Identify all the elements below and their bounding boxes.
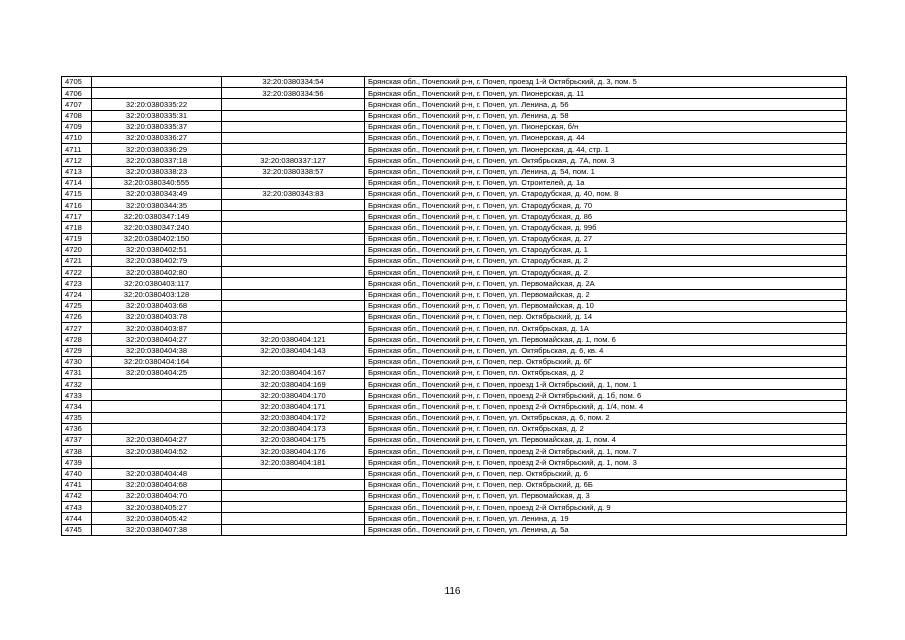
address-cell: Брянская обл., Почепский р-н, г. Почеп, ул. Первомайская, д. 1, пом. 4 (365, 435, 847, 446)
row-number: 4708 (62, 110, 92, 121)
row-number: 4709 (62, 121, 92, 132)
row-number: 4720 (62, 244, 92, 255)
address-cell: Брянская обл., Почепский р-н, г. Почеп, ул. Ленина, д. 5а (365, 524, 847, 535)
address-cell: Брянская обл., Почепский р-н, г. Почеп, ул. Строителей, д. 1а (365, 177, 847, 188)
row-number: 4705 (62, 77, 92, 88)
address-cell: Брянская обл., Почепский р-н, г. Почеп, проезд 1-й Октябрьский, д. 3, пом. 5 (365, 77, 847, 88)
address-cell: Брянская обл., Почепский р-н, г. Почеп, ул. Пионерская, д. 11 (365, 88, 847, 99)
land-cadastral-number: 32:20:0380404:48 (92, 468, 222, 479)
land-cadastral-number (92, 77, 222, 88)
table-row (62, 524, 847, 535)
land-cadastral-number: 32:20:0380405:27 (92, 502, 222, 513)
table-row (62, 177, 847, 188)
land-cadastral-number: 32:20:0380336:29 (92, 144, 222, 155)
row-number: 4711 (62, 144, 92, 155)
land-cadastral-number (92, 88, 222, 99)
row-number: 4740 (62, 468, 92, 479)
table-row (62, 244, 847, 255)
row-number: 4718 (62, 222, 92, 233)
address-cell: Брянская обл., Почепский р-н, г. Почеп, ул. Октябрьская, д. 6, кв. 4 (365, 345, 847, 356)
row-number: 4731 (62, 367, 92, 378)
building-cadastral-number (222, 513, 365, 524)
land-cadastral-number (92, 401, 222, 412)
address-cell: Брянская обл., Почепский р-н, г. Почеп, проезд 1-й Октябрьский, д. 1, пом. 1 (365, 379, 847, 390)
table-row (62, 513, 847, 524)
building-cadastral-number: 32:20:0380343:83 (222, 188, 365, 199)
table-row (62, 121, 847, 132)
row-number: 4707 (62, 99, 92, 110)
land-cadastral-number: 32:20:0380343:49 (92, 188, 222, 199)
land-cadastral-number: 32:20:0380407:38 (92, 524, 222, 535)
land-cadastral-number: 32:20:0380404:27 (92, 334, 222, 345)
table-row (62, 379, 847, 390)
table-row (62, 267, 847, 278)
row-number: 4710 (62, 132, 92, 143)
building-cadastral-number: 32:20:0380338:57 (222, 166, 365, 177)
land-cadastral-number (92, 390, 222, 401)
row-number: 4719 (62, 233, 92, 244)
address-cell: Брянская обл., Почепский р-н, г. Почеп, проезд 2-й Октябрьский, д. 1, пом. 3 (365, 457, 847, 468)
table-row (62, 311, 847, 322)
land-cadastral-number: 32:20:0380344:35 (92, 200, 222, 211)
address-cell: Брянская обл., Почепский р-н, г. Почеп, ул. Стародубская, д. 86 (365, 211, 847, 222)
building-cadastral-number: 32:20:0380404:176 (222, 446, 365, 457)
address-cell: Брянская обл., Почепский р-н, г. Почеп, ул. Ленина, д. 54, пом. 1 (365, 166, 847, 177)
address-cell: Брянская обл., Почепский р-н, г. Почеп, ул. Пионерская, д. 44 (365, 132, 847, 143)
land-cadastral-number: 32:20:0380337:18 (92, 155, 222, 166)
address-cell: Брянская обл., Почепский р-н, г. Почеп, ул. Первомайская, д. 3 (365, 490, 847, 501)
land-cadastral-number: 32:20:0380403:87 (92, 323, 222, 334)
row-number: 4712 (62, 155, 92, 166)
building-cadastral-number (222, 233, 365, 244)
table-row (62, 356, 847, 367)
building-cadastral-number (222, 267, 365, 278)
address-cell: Брянская обл., Почепский р-н, г. Почеп, ул. Стародубская, д. 2 (365, 267, 847, 278)
table-row (62, 77, 847, 88)
address-cell: Брянская обл., Почепский р-н, г. Почеп, ул. Ленина, д. 56 (365, 99, 847, 110)
row-number: 4726 (62, 311, 92, 322)
row-number: 4728 (62, 334, 92, 345)
building-cadastral-number (222, 110, 365, 121)
address-cell: Брянская обл., Почепский р-н, г. Почеп, ул. Стародубская, д. 1 (365, 244, 847, 255)
row-number: 4713 (62, 166, 92, 177)
address-cell: Брянская обл., Почепский р-н, г. Почеп, ул. Первомайская, д. 1, пом. 6 (365, 334, 847, 345)
row-number: 4732 (62, 379, 92, 390)
table-row (62, 323, 847, 334)
land-cadastral-number: 32:20:0380404:164 (92, 356, 222, 367)
row-number: 4742 (62, 490, 92, 501)
address-cell: Брянская обл., Почепский р-н, г. Почеп, ул. Октябрьская, д. 6, пом. 2 (365, 412, 847, 423)
building-cadastral-number: 32:20:0380334:56 (222, 88, 365, 99)
table-row (62, 446, 847, 457)
land-cadastral-number (92, 423, 222, 434)
table-row (62, 110, 847, 121)
table-row (62, 502, 847, 513)
building-cadastral-number (222, 244, 365, 255)
table-row (62, 289, 847, 300)
table-row (62, 490, 847, 501)
land-cadastral-number: 32:20:0380404:38 (92, 345, 222, 356)
address-cell: Брянская обл., Почепский р-н, г. Почеп, ул. Стародубская, д. 27 (365, 233, 847, 244)
row-number: 4734 (62, 401, 92, 412)
building-cadastral-number (222, 144, 365, 155)
building-cadastral-number: 32:20:0380404:121 (222, 334, 365, 345)
land-cadastral-number: 32:20:0380404:27 (92, 435, 222, 446)
building-cadastral-number (222, 211, 365, 222)
table-row (62, 401, 847, 412)
row-number: 4744 (62, 513, 92, 524)
address-cell: Брянская обл., Почепский р-н, г. Почеп, ул. Первомайская, д. 2А (365, 278, 847, 289)
row-number: 4730 (62, 356, 92, 367)
building-cadastral-number: 32:20:0380404:169 (222, 379, 365, 390)
building-cadastral-number: 32:20:0380404:170 (222, 390, 365, 401)
address-cell: Брянская обл., Почепский р-н, г. Почеп, ул. Пионерская, б/н (365, 121, 847, 132)
row-number: 4743 (62, 502, 92, 513)
row-number: 4735 (62, 412, 92, 423)
building-cadastral-number (222, 200, 365, 211)
building-cadastral-number: 32:20:0380404:175 (222, 435, 365, 446)
land-cadastral-number: 32:20:0380336:27 (92, 132, 222, 143)
table-row (62, 99, 847, 110)
row-number: 4745 (62, 524, 92, 535)
address-cell: Брянская обл., Почепский р-н, г. Почеп, проезд 2-й Октябрьский, д. 1/4, пом. 4 (365, 401, 847, 412)
address-cell: Брянская обл., Почепский р-н, г. Почеп, пер. Октябрьский, д. 6Б (365, 479, 847, 490)
land-cadastral-number: 32:20:0380340:555 (92, 177, 222, 188)
land-cadastral-number: 32:20:0380403:128 (92, 289, 222, 300)
land-cadastral-number (92, 379, 222, 390)
address-cell: Брянская обл., Почепский р-н, г. Почеп, ул. Стародубская, д. 40, пом. 8 (365, 188, 847, 199)
land-cadastral-number: 32:20:0380335:31 (92, 110, 222, 121)
row-number: 4723 (62, 278, 92, 289)
address-cell: Брянская обл., Почепский р-н, г. Почеп, ул. Стародубская, д. 70 (365, 200, 847, 211)
land-cadastral-number: 32:20:0380335:22 (92, 99, 222, 110)
table-row (62, 390, 847, 401)
table-row (62, 200, 847, 211)
table-row (62, 166, 847, 177)
building-cadastral-number (222, 502, 365, 513)
building-cadastral-number (222, 300, 365, 311)
land-cadastral-number: 32:20:0380404:68 (92, 479, 222, 490)
address-cell: Брянская обл., Почепский р-н, г. Почеп, ул. Ленина, д. 58 (365, 110, 847, 121)
row-number: 4741 (62, 479, 92, 490)
table-row (62, 479, 847, 490)
land-cadastral-number: 32:20:0380402:150 (92, 233, 222, 244)
building-cadastral-number: 32:20:0380404:171 (222, 401, 365, 412)
building-cadastral-number (222, 490, 365, 501)
building-cadastral-number: 32:20:0380337:127 (222, 155, 365, 166)
address-cell: Брянская обл., Почепский р-н, г. Почеп, пер. Октябрьский, д. 6Г (365, 356, 847, 367)
building-cadastral-number: 32:20:0380404:172 (222, 412, 365, 423)
land-cadastral-number: 32:20:0380403:117 (92, 278, 222, 289)
row-number: 4721 (62, 256, 92, 267)
address-cell: Брянская обл., Почепский р-н, г. Почеп, ул. Пионерская, д. 44, стр. 1 (365, 144, 847, 155)
address-cell: Брянская обл., Почепский р-н, г. Почеп, проезд 2-й Октябрьский, д. 9 (365, 502, 847, 513)
building-cadastral-number (222, 177, 365, 188)
address-cell: Брянская обл., Почепский р-н, г. Почеп, пл. Октябрьская, д. 1А (365, 323, 847, 334)
table-row (62, 88, 847, 99)
land-cadastral-number (92, 457, 222, 468)
row-number: 4733 (62, 390, 92, 401)
table-row (62, 256, 847, 267)
table-row (62, 300, 847, 311)
table-row (62, 423, 847, 434)
row-number: 4739 (62, 457, 92, 468)
building-cadastral-number (222, 99, 365, 110)
address-cell: Брянская обл., Почепский р-н, г. Почеп, ул. Октябрьская, д. 7А, пом. 3 (365, 155, 847, 166)
table-row (62, 278, 847, 289)
row-number: 4714 (62, 177, 92, 188)
address-cell: Брянская обл., Почепский р-н, г. Почеп, проезд 2-й Октябрьский, д. 1б, пом. 6 (365, 390, 847, 401)
table-row (62, 345, 847, 356)
row-number: 4715 (62, 188, 92, 199)
row-number: 4706 (62, 88, 92, 99)
row-number: 4727 (62, 323, 92, 334)
land-cadastral-number: 32:20:0380402:51 (92, 244, 222, 255)
land-cadastral-number: 32:20:0380347:240 (92, 222, 222, 233)
building-cadastral-number (222, 311, 365, 322)
land-cadastral-number: 32:20:0380403:68 (92, 300, 222, 311)
table-row (62, 435, 847, 446)
building-cadastral-number (222, 222, 365, 233)
building-cadastral-number (222, 479, 365, 490)
address-cell: Брянская обл., Почепский р-н, г. Почеп, проезд 2-й Октябрьский, д. 1, пом. 7 (365, 446, 847, 457)
land-cadastral-number: 32:20:0380338:23 (92, 166, 222, 177)
building-cadastral-number: 32:20:0380404:167 (222, 367, 365, 378)
row-number: 4722 (62, 267, 92, 278)
address-cell: Брянская обл., Почепский р-н, г. Почеп, ул. Стародубская, д. 2 (365, 256, 847, 267)
building-cadastral-number (222, 356, 365, 367)
building-cadastral-number: 32:20:0380404:143 (222, 345, 365, 356)
table-row (62, 144, 847, 155)
row-number: 4736 (62, 423, 92, 434)
table-row (62, 468, 847, 479)
table-row (62, 367, 847, 378)
building-cadastral-number (222, 132, 365, 143)
address-cell: Брянская обл., Почепский р-н, г. Почеп, пл. Октябрьская, д. 2 (365, 423, 847, 434)
row-number: 4729 (62, 345, 92, 356)
building-cadastral-number (222, 278, 365, 289)
land-cadastral-number: 32:20:0380402:79 (92, 256, 222, 267)
land-cadastral-number: 32:20:0380404:70 (92, 490, 222, 501)
table-row (62, 233, 847, 244)
table-row (62, 155, 847, 166)
row-number: 4716 (62, 200, 92, 211)
table-row (62, 412, 847, 423)
land-cadastral-number: 32:20:0380347:149 (92, 211, 222, 222)
registry-table-body (62, 77, 847, 536)
address-cell: Брянская обл., Почепский р-н, г. Почеп, ул. Первомайская, д. 2 (365, 289, 847, 300)
land-cadastral-number: 32:20:0380405:42 (92, 513, 222, 524)
land-cadastral-number: 32:20:0380403:78 (92, 311, 222, 322)
address-cell: Брянская обл., Почепский р-н, г. Почеп, ул. Ленина, д. 19 (365, 513, 847, 524)
address-cell: Брянская обл., Почепский р-н, г. Почеп, пл. Октябрьская, д. 2 (365, 367, 847, 378)
address-cell: Брянская обл., Почепский р-н, г. Почеп, ул. Стародубская, д. 99б (365, 222, 847, 233)
building-cadastral-number: 32:20:0380334:54 (222, 77, 365, 88)
table-row (62, 211, 847, 222)
land-cadastral-number: 32:20:0380402:80 (92, 267, 222, 278)
building-cadastral-number (222, 323, 365, 334)
building-cadastral-number (222, 289, 365, 300)
table-row (62, 222, 847, 233)
address-cell: Брянская обл., Почепский р-н, г. Почеп, пер. Октябрьский, д. 14 (365, 311, 847, 322)
land-cadastral-number (92, 412, 222, 423)
table-row (62, 132, 847, 143)
building-cadastral-number (222, 256, 365, 267)
table-row (62, 188, 847, 199)
page-number: 116 (444, 586, 461, 597)
building-cadastral-number: 32:20:0380404:173 (222, 423, 365, 434)
building-cadastral-number (222, 524, 365, 535)
building-cadastral-number (222, 121, 365, 132)
table-row (62, 334, 847, 345)
row-number: 4717 (62, 211, 92, 222)
row-number: 4725 (62, 300, 92, 311)
building-cadastral-number: 32:20:0380404:181 (222, 457, 365, 468)
table-row (62, 457, 847, 468)
address-cell: Брянская обл., Почепский р-н, г. Почеп, ул. Первомайская, д. 10 (365, 300, 847, 311)
row-number: 4724 (62, 289, 92, 300)
building-cadastral-number (222, 468, 365, 479)
land-cadastral-number: 32:20:0380404:52 (92, 446, 222, 457)
address-cell: Брянская обл., Почепский р-н, г. Почеп, пер. Октябрьский, д. 6 (365, 468, 847, 479)
registry-table (61, 76, 847, 536)
land-cadastral-number: 32:20:0380335:37 (92, 121, 222, 132)
row-number: 4738 (62, 446, 92, 457)
row-number: 4737 (62, 435, 92, 446)
land-cadastral-number: 32:20:0380404:25 (92, 367, 222, 378)
